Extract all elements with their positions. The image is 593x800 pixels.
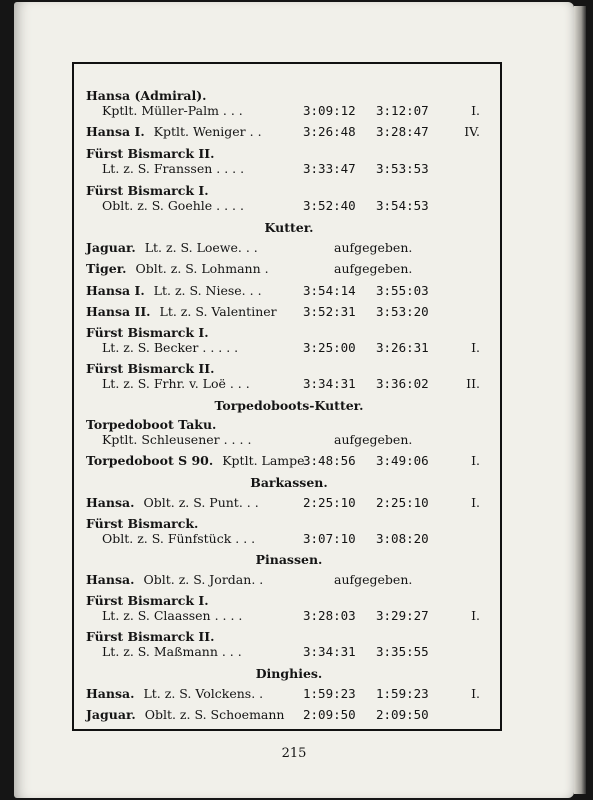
- elapsed-time: 3:28:03: [303, 608, 356, 623]
- placing: I.: [471, 340, 480, 355]
- skipper-name: Kptlt. Schleusener . . . .: [102, 432, 252, 447]
- ship-name: Hansa.: [86, 686, 135, 701]
- skipper-name: Kptlt. Müller-Palm . . .: [102, 103, 243, 118]
- ship-name: Fürst Bismarck.: [86, 516, 199, 531]
- section-heading: Barkassen.: [250, 475, 328, 490]
- elapsed-time: 2:25:10: [303, 495, 356, 510]
- corrected-time: 3:49:06: [376, 453, 429, 468]
- entry-row: [86, 302, 492, 322]
- entry-row: [102, 101, 492, 121]
- entry-row: [86, 705, 492, 725]
- corrected-time: 2:09:50: [376, 707, 429, 722]
- entry-row: [86, 281, 492, 301]
- skipper-name: Lt. z. S. Niese. . .: [153, 283, 262, 298]
- corrected-time: 3:36:02: [376, 376, 429, 391]
- ship-name: Jaguar.: [86, 707, 136, 722]
- section-heading: Kutter.: [264, 220, 314, 235]
- page-edge-shadow: [574, 6, 586, 794]
- ship-name: Fürst Bismarck I.: [86, 325, 209, 340]
- ship-name: Hansa II.: [86, 304, 151, 319]
- entry-row: [86, 259, 492, 279]
- section-heading: Pinassen.: [255, 552, 323, 567]
- placing: II.: [466, 376, 480, 391]
- skipper-name: Kptlt. Weniger . .: [153, 124, 262, 139]
- entry-row: [102, 430, 492, 450]
- skipper-name: Oblt. z. S. Goehle . . . .: [102, 198, 244, 213]
- skipper-name: Lt. z. S. Loewe. . .: [144, 240, 258, 255]
- corrected-time: 3:54:53: [376, 198, 429, 213]
- ship-name: Fürst Bismarck I.: [86, 593, 209, 608]
- entry-row: [86, 122, 492, 142]
- elapsed-time: 3:33:47: [303, 161, 356, 176]
- entry-row: [86, 493, 492, 513]
- corrected-time: 3:53:53: [376, 161, 429, 176]
- skipper-name: Lt. z. S. Valentiner: [159, 304, 277, 319]
- retired-status: aufgegeben.: [334, 432, 413, 447]
- elapsed-time: 3:54:14: [303, 283, 356, 298]
- elapsed-time: 3:48:56: [303, 453, 356, 468]
- corrected-time: 1:59:23: [376, 686, 429, 701]
- skipper-name: Lt. z. S. Frhr. v. Loë . . .: [102, 376, 250, 391]
- ship-name: Hansa I.: [86, 124, 145, 139]
- entry-row: [102, 642, 492, 662]
- placing: I.: [471, 495, 480, 510]
- ship-name: Torpedoboot S 90.: [86, 453, 214, 468]
- placing: I.: [471, 103, 480, 118]
- elapsed-time: 2:09:50: [303, 707, 356, 722]
- skipper-name: Oblt. z. S. Fünfstück . . .: [102, 531, 256, 546]
- entry-row: [102, 529, 492, 549]
- entry-row: [86, 451, 492, 471]
- skipper-name: Lt. z. S. Franssen . . . .: [102, 161, 245, 176]
- corrected-time: 3:53:20: [376, 304, 429, 319]
- corrected-time: 3:28:47: [376, 124, 429, 139]
- placing: I.: [471, 608, 480, 623]
- retired-status: aufgegeben.: [334, 240, 413, 255]
- corrected-time: 3:26:31: [376, 340, 429, 355]
- elapsed-time: 3:34:31: [303, 644, 356, 659]
- entry-row: [102, 338, 492, 358]
- results-table-frame: [72, 62, 502, 731]
- corrected-time: 3:55:03: [376, 283, 429, 298]
- ship-name: Fürst Bismarck II.: [86, 361, 215, 376]
- entry-row: [102, 374, 492, 394]
- ship-name: Hansa.: [86, 495, 135, 510]
- skipper-name: Lt. z. S. Becker . . . . .: [102, 340, 239, 355]
- skipper-name: Oblt. z. S. Schoemann: [144, 707, 285, 722]
- corrected-time: 3:35:55: [376, 644, 429, 659]
- retired-status: aufgegeben.: [334, 572, 413, 587]
- placing: I.: [471, 686, 480, 701]
- section-heading: Dinghies.: [255, 666, 323, 681]
- skipper-name: Lt. z. S. Volckens. .: [143, 686, 264, 701]
- skipper-name: Oblt. z. S. Punt. . .: [143, 495, 259, 510]
- elapsed-time: 3:26:48: [303, 124, 356, 139]
- ship-name: Hansa (Admiral).: [86, 88, 207, 103]
- skipper-name: Oblt. z. S. Jordan. .: [143, 572, 264, 587]
- corrected-time: 3:08:20: [376, 531, 429, 546]
- elapsed-time: 1:59:23: [303, 686, 356, 701]
- ship-name: Tiger.: [86, 261, 127, 276]
- ship-name: Fürst Bismarck II.: [86, 629, 215, 644]
- entry-row: [86, 684, 492, 704]
- elapsed-time: 3:07:10: [303, 531, 356, 546]
- elapsed-time: 3:52:31: [303, 304, 356, 319]
- entry-row: [102, 196, 492, 216]
- ship-name: Jaguar.: [86, 240, 136, 255]
- placing: IV.: [464, 124, 480, 139]
- corrected-time: 3:12:07: [376, 103, 429, 118]
- entry-row: [86, 570, 492, 590]
- placing: I.: [471, 453, 480, 468]
- corrected-time: 3:29:27: [376, 608, 429, 623]
- entry-row: [86, 238, 492, 258]
- ship-name: Hansa.: [86, 572, 135, 587]
- skipper-name: Oblt. z. S. Lohmann .: [135, 261, 269, 276]
- skipper-name: Kptlt. Lampe: [222, 453, 305, 468]
- ship-name: Fürst Bismarck I.: [86, 183, 209, 198]
- ship-name: Fürst Bismarck II.: [86, 146, 215, 161]
- retired-status: aufgegeben.: [334, 261, 413, 276]
- page-number: 215: [281, 746, 307, 761]
- book-page: [14, 2, 574, 798]
- elapsed-time: 3:52:40: [303, 198, 356, 213]
- ship-name: Torpedoboot Taku.: [86, 417, 217, 432]
- entry-row: [102, 606, 492, 626]
- section-heading: Torpedoboots-Kutter.: [214, 398, 364, 413]
- skipper-name: Lt. z. S. Claassen . . . .: [102, 608, 243, 623]
- elapsed-time: 3:09:12: [303, 103, 356, 118]
- elapsed-time: 3:34:31: [303, 376, 356, 391]
- corrected-time: 2:25:10: [376, 495, 429, 510]
- entry-row: [102, 159, 492, 179]
- elapsed-time: 3:25:00: [303, 340, 356, 355]
- skipper-name: Lt. z. S. Maßmann . . .: [102, 644, 242, 659]
- ship-name: Hansa I.: [86, 283, 145, 298]
